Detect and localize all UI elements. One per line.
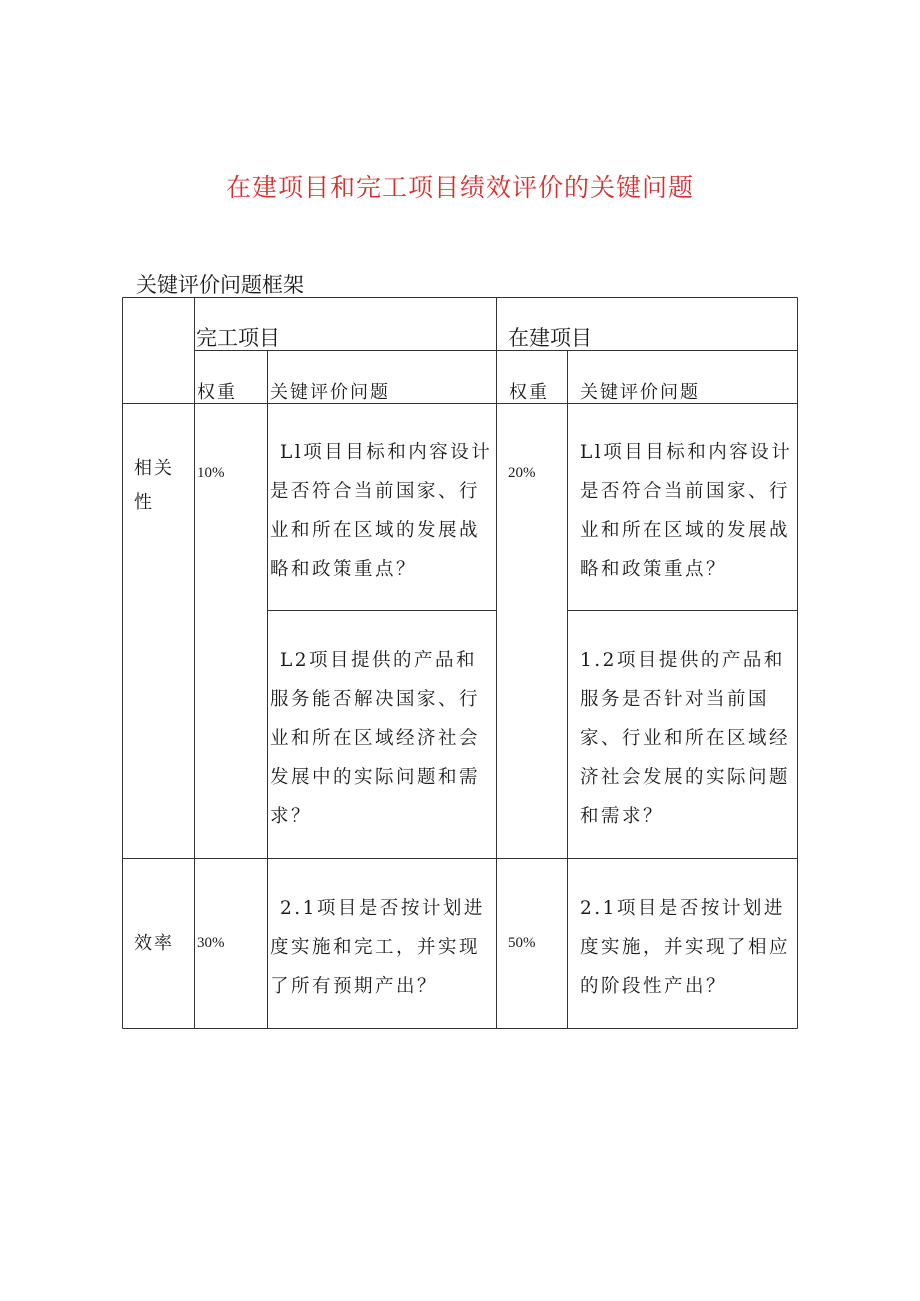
- completed-question-header: 关键评价问题: [270, 382, 390, 403]
- ongoing-question-2-1: 2.1项目是否按计划进度实施，并实现了相应的阶段性产出？: [580, 898, 791, 997]
- ongoing-question-1-2: 1.2项目提供的产品和服务是否针对当前国家、行业和所在区域经济社会发展的实际问题和需求？: [580, 650, 791, 827]
- ongoing-weight-efficiency: 50%: [508, 935, 536, 951]
- ongoing-weight-header: 权重: [509, 382, 549, 403]
- dimension-relevance: 相关性: [134, 458, 174, 513]
- completed-question-1-2: L2项目提供的产品和服务能否解决国家、行业和所在区域经济社会发展中的实际问题和需求？: [270, 650, 481, 827]
- ongoing-question-header: 关键评价问题: [580, 382, 700, 403]
- completed-weight-relevance: 10%: [197, 465, 225, 481]
- group-header-ongoing: 在建项目: [508, 326, 592, 350]
- section-heading: 关键评价问题框架: [136, 273, 304, 297]
- ongoing-question-1-1: Ll项目目标和内容设计是否符合当前国家、行业和所在区域的发展战略和政策重点？: [580, 442, 793, 580]
- ongoing-weight-relevance: 20%: [508, 465, 536, 481]
- document-title: 在建项目和完工项目绩效评价的关键问题: [225, 173, 694, 202]
- group-header-completed: 完工项目: [196, 326, 280, 350]
- dimension-efficiency: 效率: [134, 933, 174, 954]
- completed-weight-header: 权重: [197, 382, 237, 403]
- completed-weight-efficiency: 30%: [197, 935, 225, 951]
- completed-question-2-1: 2.1项目是否按计划进度实施和完工，并实现了所有预期产出？: [270, 898, 485, 997]
- completed-question-1-1: Ll项目目标和内容设计是否符合当前国家、行业和所在区域的发展战略和政策重点？: [270, 442, 493, 580]
